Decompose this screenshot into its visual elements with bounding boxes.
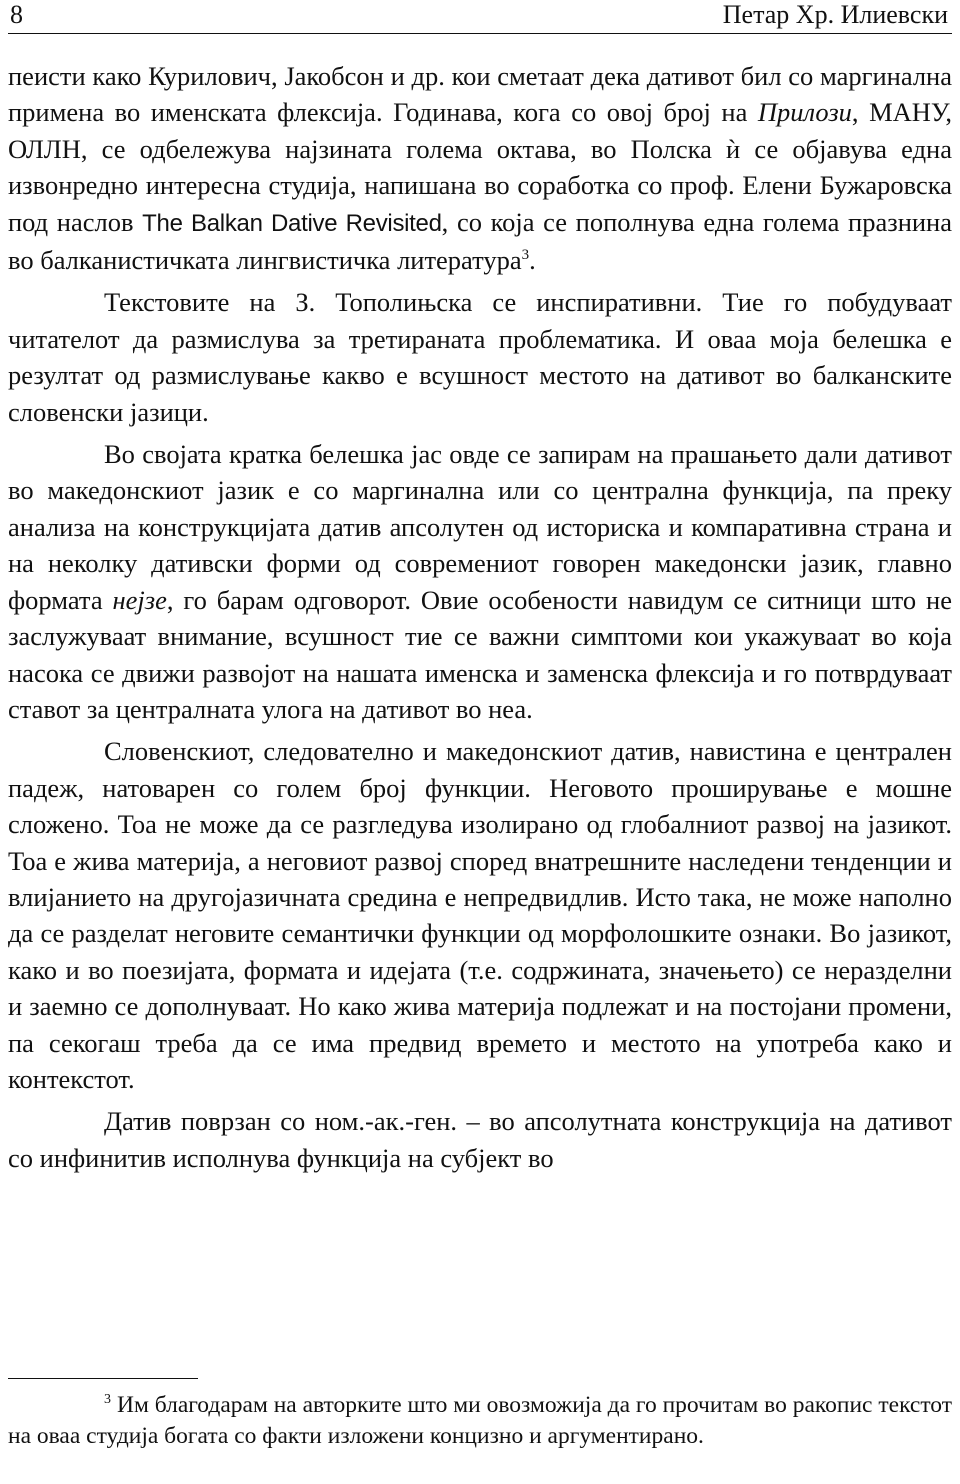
running-head [8, 0, 952, 34]
paragraph-1-text-c: , со која се пополнува една голема празнина во балканистичката лингвистичка литература [8, 206, 952, 276]
paragraph-5: Датив поврзан со ном.-ак.-ген. – во апсолутната конструкција на дативот со инфинитив исполнува функција на субјект во [8, 1106, 952, 1173]
footnote-text: Им благодарам на авторките што ми овозможија да го прочитам во ракопис текстот на оваа студија богата со факти изложени концизно и аргументирано. [8, 1392, 952, 1449]
body-text [8, 58, 952, 1176]
document-page [8, 0, 952, 1484]
journal-title-italic: Прилози [757, 97, 852, 128]
running-title-author: Петар Хр. Илиевски [722, 0, 948, 29]
word-form-italic: нејзе [112, 584, 167, 615]
paragraph-4: Словенскиот, следователно и македонскиот датив, навистина е централен падеж, натоварен со голем број функции. Неговото проширување е мошне сложено. Тоа не може да се разгледува изолирано од глобалниот развој на јазикот. Тоа е жива материја, а неговиот развој според внатрешните наследени тенденции и влијанието на другојазичната средина е непредвидлив. Исто така, не може наполно да се разделат неговите семантички функции од морфолошките ознаки. Во јазикот, како и во поезијата, формата и идејата (т.е. содржината, значењето) се неразделни и заемно се дополнуваат. Но како жива материја подлежат и на постојани промени, па секогаш треба да се има предвид времето и местото на употреба како и контекстот. [8, 736, 952, 1094]
paragraph-1-text-d: . [529, 245, 536, 276]
paragraph-3 [8, 436, 952, 727]
paragraph-3-text-b: , го барам одговорот. Овие особености навидум се ситници што не заслужуваат внимание, всушност тие се важни симптоми кои укажуваат во која насока се движи развојот на нашата именска и заменска флексија и го потврдуваат ставот за централната улога на дативот во неа. [8, 584, 952, 724]
paragraph-2: Текстовите на З. Тополињска се инспиративни. Тие го побудуваат читателот да размислува за третираната проблематика. И оваа моја белешка е резултат од размислување какво е всушност местото на дативот во балканските словенски јазици. [8, 287, 952, 427]
paragraph-1-text-b: , МАНУ, ОЛЛН, се одбележува најзината голема октава, во Полска ѝ се објавува една извонредно интересна студија, напишана во соработка со проф. Елени Бужаровска под наслов [8, 97, 952, 237]
footnote [8, 1390, 952, 1451]
footnote-divider [8, 1378, 198, 1379]
paragraph-1-text-a: пеисти како Курилович, Јакобсон и др. кои сметаат дека дативот бил со маргинална примена во именската флексија. Годинава, кога со овој број на [8, 61, 952, 128]
footnote-number: 3 [104, 1392, 111, 1407]
footnote-reference: 3 [521, 247, 530, 264]
page-number: 8 [10, 0, 23, 29]
paragraph-3-text-a: Во својата кратка белешка јас овде се запирам на прашањето дали дативот во македонскиот јазик е со маргинална или со централна функција, па преку анализа на конструкцијата датив апсолутен од историска и компаративна страна и на неколку дативски форми од современиот говорен македонски јазик, главно формата [8, 439, 952, 615]
book-title-latin: The Balkan Dative Revisited [142, 209, 442, 237]
paragraph-1 [8, 58, 952, 278]
